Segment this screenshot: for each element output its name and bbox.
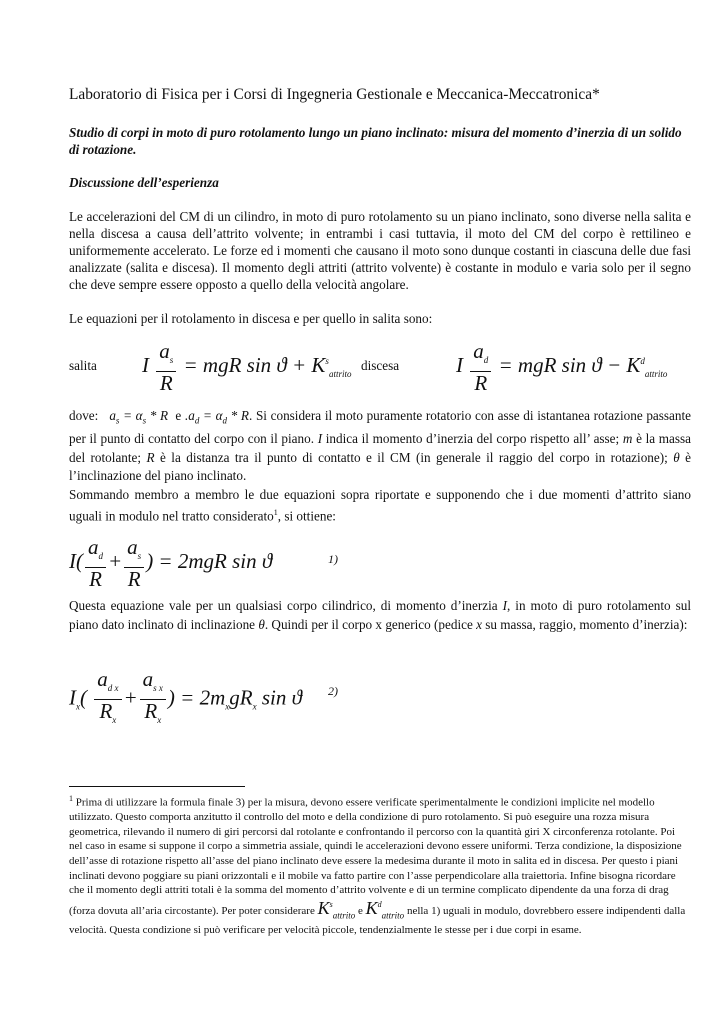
label-salita: salita [69,358,97,373]
eq2-frac-d [94,668,121,731]
eq-discesa-a: a [473,339,484,363]
equation-1-number: 1) [328,552,338,566]
def-text4: è la distanza tra il punto di contatto e il CM (in generale il raggio del corpo in rotazione); [154,449,668,465]
equation-1 [69,536,272,590]
gen-theta: θ [258,616,265,632]
document-title: Laboratorio di Fisica per i Corsi di Ingegneria Gestionale e Meccanica-Meccatronica* [69,86,600,103]
section-heading: Discussione dell’esperienza [69,175,219,190]
def-theta: θ [673,449,680,465]
gen-text3: . Quindi per il corpo x generico (pedice [264,616,473,632]
eq-discesa-sub-d: d [483,355,489,366]
def-text5: è l’inclinazione del piano inclinato. [69,449,692,484]
fn-ks-sub: attrito [332,910,356,921]
document-subtitle: Studio di corpi in moto di puro rotolamento lungo un piano inclinato: misura del momento d’inerzia di un solido di rotazione. [69,125,682,157]
eq2-a-s: a [142,667,154,691]
ad-alpha: α [215,408,223,423]
eq-salita-sub-attrito: attrito [328,369,352,380]
gen-text2: , in moto di puro rotolamento sul piano dato inclinato di inclinazione [69,598,692,632]
def-m: m [622,431,633,447]
as-a: a [109,408,116,423]
eq2-num-s [140,668,166,700]
fn-ks-sup: s [329,899,333,909]
eq1-frac-s [124,536,144,590]
ad-a: a [188,408,195,423]
eq2-m-sub: x [225,701,230,712]
eq-discesa-I: I [456,352,463,377]
eq2-I-sub: x [76,701,80,712]
ad-times-r: * R [227,408,249,423]
footnote-divider [69,786,245,787]
eq2-R-d: R [99,699,113,724]
fn-kd-K: K [365,897,378,918]
gen-text4: su massa, raggio, momento d’inerzia): [481,616,688,632]
ad-alpha-sub: d [222,415,228,426]
eq2-gR: gR [229,685,253,710]
eq-salita-a: a [159,339,170,363]
eq-salita-sub-s: s [169,355,174,366]
eq-salita-rhs: = mgR sin ϑ + K [183,352,326,377]
and-label: e [175,408,182,423]
eq1-plus: + [108,548,123,573]
ad-sub: d [194,415,200,426]
eq2-den-s [140,700,166,731]
eq-discesa-den: R [474,371,488,396]
def-text7: , si ottiene: [277,508,336,524]
paragraph-equations-intro: Le equazioni per il rotolamento in discesa e per quello in salita sono: [69,311,433,326]
paragraph-general-body [69,597,691,634]
eq-salita-sup-s: s [325,355,329,366]
eq2-frac-s [140,668,166,731]
eq-discesa-num [470,340,491,372]
label-discesa: discesa [361,358,400,373]
eq1-den-d: R [89,567,102,592]
eq2-R-s-sub: x [157,715,162,726]
gen-text1: Questa equazione vale per un qualsiasi corpo cilindrico, di momento d’inerzia [69,598,498,613]
eq-salita-fraction [156,340,176,394]
fn-ks-K: K [317,897,330,918]
eq2-a-d: a [97,667,108,691]
paragraph-definitions [69,407,691,526]
gen-I: I [502,598,508,613]
footnote-text3: nella 1) uguali in modulo, dovrebbero essere indipendenti dalla velocità. Questa condizione si può verificare per velocità piccole, tendenzialmente le stesse per i due corpi in esame. [69,904,686,936]
eq1-frac-d [85,536,106,590]
def-R: R [146,449,155,465]
eq1-rhs: ) = 2mgR sin ϑ [146,548,273,573]
eq-discesa-fraction [470,340,491,394]
eq-discesa-rhs: = mgR sin ϑ − K [498,352,641,377]
dove-label: dove: [69,408,99,423]
footnote-ref[interactable]: 1 [273,508,278,518]
equation-2: $I_x$( $\frac{a_{d x}}{R_x}$ + $\frac{a_{s x}}{R_x}$ ) = $2m_xgR_x$ sin ϑ [69,668,302,731]
footnote-k-d [365,897,405,921]
as-alpha: α [135,408,143,423]
eq2-I: I [69,685,76,710]
fn-kd-sup: d [377,899,382,909]
eq-salita-den: R [159,371,173,396]
def-text1: . Si considera il moto puramente rotatorio con asse di istantanea rotazione passante per il punto di contatto del corpo con il piano. [69,408,692,447]
def-text3: è la massa del rotolante; [69,431,691,465]
def-text6: Sommando membro a membro le due equazioni sopra riportate e supponendo che i due momenti d’attrito siano uguali in modulo nel tratto considerato [69,486,691,524]
paragraph-intro: Le accelerazioni del CM di un cilindro, in moto di puro rotolamento su un piano inclinato, sono diverse nella salita e nella discesa a causa dell’attrito volvente; in entrambi i casi tuttavia, il moto del CM del corpo è rettilineo e uniformemente accelerato. Le forze ed i momenti che causano il moto sono dunque costanti in ciascuna delle due fasi analizzate (salita e discesa). Il momento degli attriti (attrito volvente) è costante in modulo e varia solo per il segno che deve sempre essere opposto a quello della velocità angolare. [69,209,691,292]
eq1-lhs: I( [69,548,83,573]
footnote-k-s [317,897,356,921]
eq1-num-s [124,536,144,568]
footnote-text1: Prima di utilizzare la formula finale 3) per la misura, devono essere verificate sperimentalmente le condizioni implicite nel modello utilizzato. Questo comporta anzitutto il controllo del moto e della condizione di puro rotolamento. Si può eseguire una rozza misura geometrica, rilevando il numero di giri percorsi dal rotolante e confrontando il percorso con la quantità giri X circonferenza rotolante. Poi nel caso in esame si suppone il corpo a simmetria assiale, quindi le accelerazioni devono essere uniformi. Terza condizione, la disposizione dell’asse di rotazione rispetto all’asse del piano inclinato deve essere la medesima durante il moto in salita ed in discesa. Per questo i piani inclinati devono poggiare su piani orizzontali e il mobile va fatto partire con l’asse perpendicolare alla traiettoria. Infine bisogna ricordare che il momento degli attriti totali è la somma del momento d’attrito volvente e di un termine complicato dipendente da una forza di drag (forza dovuta all’aria circostante). Per poter considerare [69,796,682,917]
eq1-num-d [85,536,106,568]
footnote-number: 1 [69,794,73,803]
eq1-a-s: a [127,535,138,559]
def-text2: indica il momento d’inerzia del corpo rispetto all’ asse; [322,431,620,447]
as-definition: $a_s = \alpha_s * R$ [109,408,169,426]
eq2-sin: sin ϑ [256,685,302,710]
eq2-sub-dx: d x [107,683,119,694]
def-I: I [317,431,323,447]
eq-salita-I: I [142,352,149,377]
eq2-den-d [94,700,121,731]
eq1-sub-s: s [137,551,142,562]
gen-x: x [476,616,482,632]
equation-2-number: 2) [328,684,338,698]
footnote-text2: e [355,904,363,917]
eq-discesa-sup-d: d [640,355,645,366]
eq2-rhs: ) = 2m [167,685,226,710]
as-sub: s [115,415,120,426]
as-alpha-sub: s [142,415,147,426]
eq2-sub-sx: s x [153,683,163,694]
eq-discesa-sub-attrito: attrito [644,369,668,380]
fn-kd-sub: attrito [381,910,405,921]
eq2-plus: + [123,685,138,710]
footnote [69,792,691,938]
equation-salita [142,340,351,394]
eq2-R-d-sub: x [112,715,117,726]
equation-discesa [456,340,667,394]
eq1-sub-d: d [98,551,103,562]
ad-definition: $.a_d = \alpha_d * R$ [184,408,249,426]
eq-salita-num [156,340,176,372]
eq2-R-sub: x [252,701,257,712]
eq1-den-s: R [127,567,141,592]
eq2-num-d [94,668,121,700]
eq2-R-s: R [144,699,158,724]
as-times-r: * R [146,408,169,423]
eq1-a-d: a [88,535,99,559]
